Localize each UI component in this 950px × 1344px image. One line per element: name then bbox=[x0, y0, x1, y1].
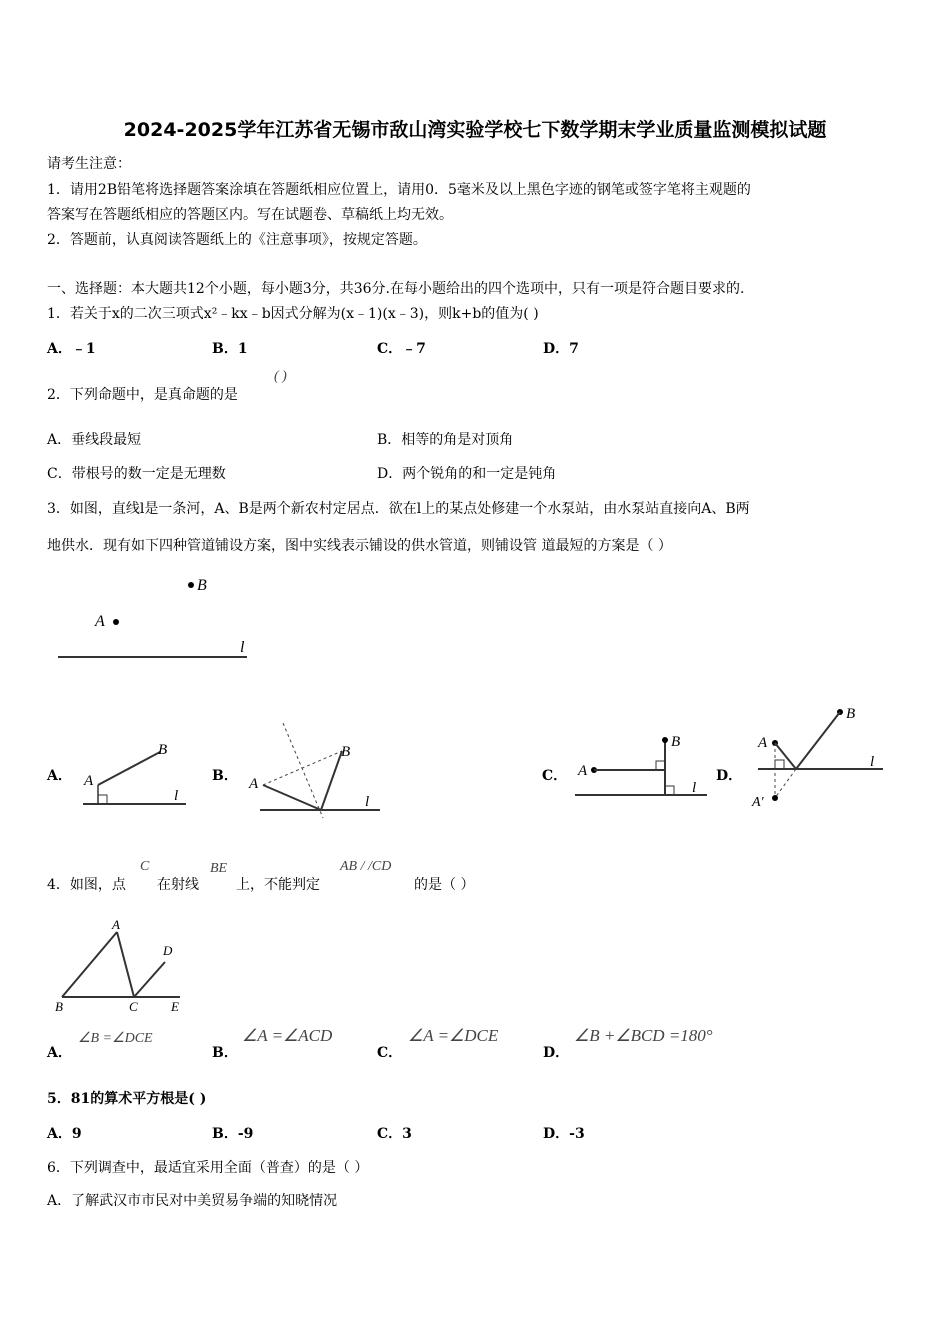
q1-option-c[interactable]: C．﹣7 bbox=[377, 341, 426, 357]
q4-option-d-label[interactable]: D． bbox=[543, 1045, 570, 1061]
q2-option-b[interactable]: B．相等的角是对顶角 bbox=[377, 432, 514, 448]
q6-option-a[interactable]: A．了解武汉市市民对中美贸易争端的知晓情况 bbox=[47, 1193, 338, 1209]
q4-figure bbox=[50, 915, 190, 1015]
q1-option-b[interactable]: B．1 bbox=[212, 341, 248, 357]
section-heading: 一、选择题：本大题共12个小题，每小题3分，共36分.在每小题给出的四个选项中，只有一项是符合题目要求的. bbox=[47, 281, 745, 297]
label-l: l bbox=[692, 780, 697, 796]
dashed-line-2 bbox=[263, 751, 342, 785]
label-a-prime: A' bbox=[752, 795, 764, 810]
q1-option-a[interactable]: A．﹣1 bbox=[47, 341, 96, 357]
q4-point-c: C bbox=[140, 859, 150, 874]
segment-ab bbox=[62, 932, 117, 997]
pipe-segment-a bbox=[263, 785, 321, 810]
q4-option-c-expr: ∠A =∠DCE bbox=[408, 1026, 499, 1045]
q4-option-a-label[interactable]: A． bbox=[47, 1045, 72, 1061]
notice-line1a: 1．请用2B铅笔将选择题答案涂填在答题纸相应位置上，请用0．5毫米及以上黑色字迹的钢笔或签字笔将主观题的 bbox=[47, 182, 751, 198]
q4-option-b-expr: ∠A =∠ACD bbox=[242, 1026, 333, 1045]
dashed-line-1 bbox=[283, 723, 323, 818]
label-l: l bbox=[870, 754, 875, 770]
q1-option-d[interactable]: D．7 bbox=[543, 341, 579, 357]
label-b: B bbox=[671, 734, 681, 750]
q2-option-a[interactable]: A．垂线段最短 bbox=[47, 432, 142, 448]
pipe-segment-a bbox=[775, 743, 796, 769]
point-b bbox=[188, 582, 194, 588]
label-a: A bbox=[578, 763, 588, 779]
q4-option-d-expr: ∠B +∠BCD =180° bbox=[574, 1026, 713, 1045]
q5-stem: 5．81的算术平方根是( ) bbox=[47, 1091, 207, 1107]
label-a: A bbox=[112, 917, 120, 932]
q2-option-c[interactable]: C．带根号的数一定是无理数 bbox=[47, 466, 226, 482]
page-title: 2024-2025学年江苏省无锡市敌山湾实验学校七下数学期末学业质量监测模拟试题 bbox=[123, 119, 827, 141]
notice-line1b: 答案写在答题纸相应的答题区内。写在试题卷、草稿纸上均无效。 bbox=[47, 207, 453, 223]
point-b bbox=[662, 737, 668, 743]
label-b: B bbox=[846, 706, 856, 722]
q2-option-d[interactable]: D．两个锐角的和一定是钝角 bbox=[377, 466, 557, 482]
label-d: D bbox=[163, 943, 173, 958]
label-b: B bbox=[158, 742, 168, 758]
q3-option-a-figure bbox=[78, 740, 193, 810]
q4-stem-2: 在射线 bbox=[157, 877, 199, 893]
pipe-segment-b bbox=[321, 751, 342, 810]
q2-stem: 2．下列命题中，是真命题的是 bbox=[47, 387, 238, 403]
notice-line2: 2．答题前，认真阅读答题纸上的《注意事项》，按规定答题。 bbox=[47, 232, 427, 248]
label-e: E bbox=[171, 999, 179, 1014]
q5-option-d[interactable]: D．-3 bbox=[543, 1126, 585, 1142]
q3-river-figure bbox=[50, 570, 260, 665]
label-l: l bbox=[365, 794, 370, 810]
label-b: B bbox=[197, 577, 207, 594]
segment-ac bbox=[117, 932, 134, 997]
q4-ab-parallel-cd: AB / /CD bbox=[340, 859, 392, 874]
q5-option-a[interactable]: A．9 bbox=[47, 1126, 82, 1142]
right-angle-mark bbox=[98, 795, 107, 804]
q6-stem: 6．下列调查中，最适宜采用全面（普查）的是（ ） bbox=[47, 1160, 369, 1176]
q4-stem-3: 上，不能判定 bbox=[236, 877, 320, 893]
q5-option-c[interactable]: C．3 bbox=[377, 1126, 412, 1142]
q4-stem-4: 的是（ ） bbox=[414, 877, 475, 893]
label-b: B bbox=[341, 744, 351, 760]
label-l: l bbox=[240, 639, 245, 656]
right-angle-mark-1 bbox=[656, 761, 665, 770]
label-c: C bbox=[129, 999, 138, 1014]
q3-option-d-figure bbox=[748, 700, 888, 815]
q4-ray-be: BE bbox=[210, 861, 228, 876]
q1-stem: 1．若关于x的二次三项式x²﹣kx﹣b因式分解为(x﹣1)(x﹣3)，则k+b的值为( ) bbox=[47, 306, 539, 322]
q3-option-b-figure bbox=[245, 718, 385, 823]
q3-option-a-label[interactable]: A． bbox=[47, 768, 72, 784]
segment-cd bbox=[134, 962, 165, 997]
q3-option-b-label[interactable]: B． bbox=[212, 768, 238, 784]
label-l: l bbox=[174, 788, 179, 804]
q4-option-a-expr: ∠B =∠DCE bbox=[78, 1031, 153, 1046]
q3-option-c-label[interactable]: C． bbox=[542, 768, 568, 784]
q2-paren: ( ) bbox=[274, 369, 287, 384]
label-b: B bbox=[55, 999, 63, 1014]
pipe-segment bbox=[98, 752, 160, 785]
q3-option-c-figure bbox=[572, 728, 712, 803]
right-angle-mark bbox=[775, 760, 784, 769]
q4-option-c-label[interactable]: C． bbox=[377, 1045, 403, 1061]
q4-stem-1: 4．如图，点 bbox=[47, 877, 126, 893]
point-a-prime bbox=[772, 795, 778, 801]
label-a: A bbox=[84, 773, 94, 789]
label-a: A bbox=[758, 735, 768, 751]
q5-option-b[interactable]: B．-9 bbox=[212, 1126, 254, 1142]
dashed-line-2 bbox=[775, 769, 796, 798]
q3-stem-b: 地供水．现有如下四种管道铺设方案，图中实线表示铺设的供水管道，则铺设管 道最短的方案是（ ） bbox=[47, 538, 672, 554]
notice-heading: 请考生注意： bbox=[47, 156, 131, 172]
label-a: A bbox=[95, 613, 105, 630]
label-a: A bbox=[249, 776, 259, 792]
q3-option-d-label[interactable]: D． bbox=[716, 768, 743, 784]
q4-option-b-label[interactable]: B． bbox=[212, 1045, 238, 1061]
right-angle-mark-2 bbox=[665, 786, 674, 795]
pipe-segment-b bbox=[796, 712, 840, 769]
point-a bbox=[113, 619, 119, 625]
q3-stem-a: 3．如图，直线l是一条河，A、B是两个新农村定居点．欲在l上的某点处修建一个水泵站，由水泵站直接向A、B两 bbox=[47, 501, 750, 517]
